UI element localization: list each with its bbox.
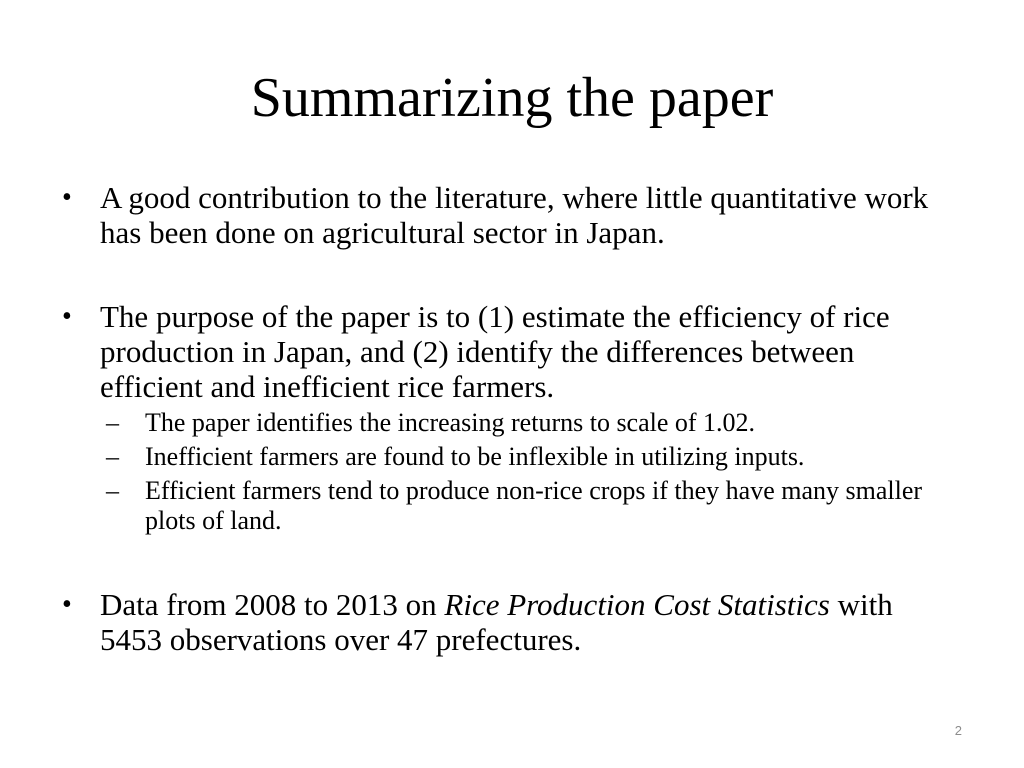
bullet-text-italic: Rice Production Cost Statistics (444, 587, 830, 622)
page-number: 2 (954, 723, 962, 738)
bullet-icon: • (62, 182, 72, 213)
sub-bullet-text: Inefficient farmers are found to be inflexible in utilizing inputs. (145, 442, 805, 471)
sub-bullet-item (62, 408, 962, 438)
dash-icon: – (106, 442, 119, 471)
sub-bullet-text: The paper identifies the increasing returns to scale of 1.02. (145, 408, 756, 437)
bullet-icon: • (62, 301, 72, 332)
bullet-item (62, 587, 962, 657)
sub-bullet-item (62, 476, 962, 536)
dash-icon: – (106, 476, 119, 505)
bullet-text-end: with 5453 observations over 47 prefectures. (100, 587, 893, 657)
bullet-text: The purpose of the paper is to (1) estimate the efficiency of rice production in Japan, and (2) identify the differences between efficient and inefficient rice farmers. (100, 299, 890, 404)
bullet-icon: • (62, 589, 72, 620)
sub-bullet-text: Efficient farmers tend to produce non-rice crops if they have many smaller plots of land. (145, 476, 923, 535)
bullet-text: A good contribution to the literature, where little quantitative work has been done on agricultural sector in Japan. (100, 180, 929, 250)
bullet-item (62, 180, 962, 250)
slide-title: Summarizing the paper (250, 67, 774, 129)
sub-bullet-item (62, 442, 962, 472)
slide-body (62, 180, 962, 657)
bullet-item (62, 299, 962, 404)
bullet-text-start: Data from 2008 to 2013 on (100, 587, 445, 622)
dash-icon: – (106, 408, 119, 437)
